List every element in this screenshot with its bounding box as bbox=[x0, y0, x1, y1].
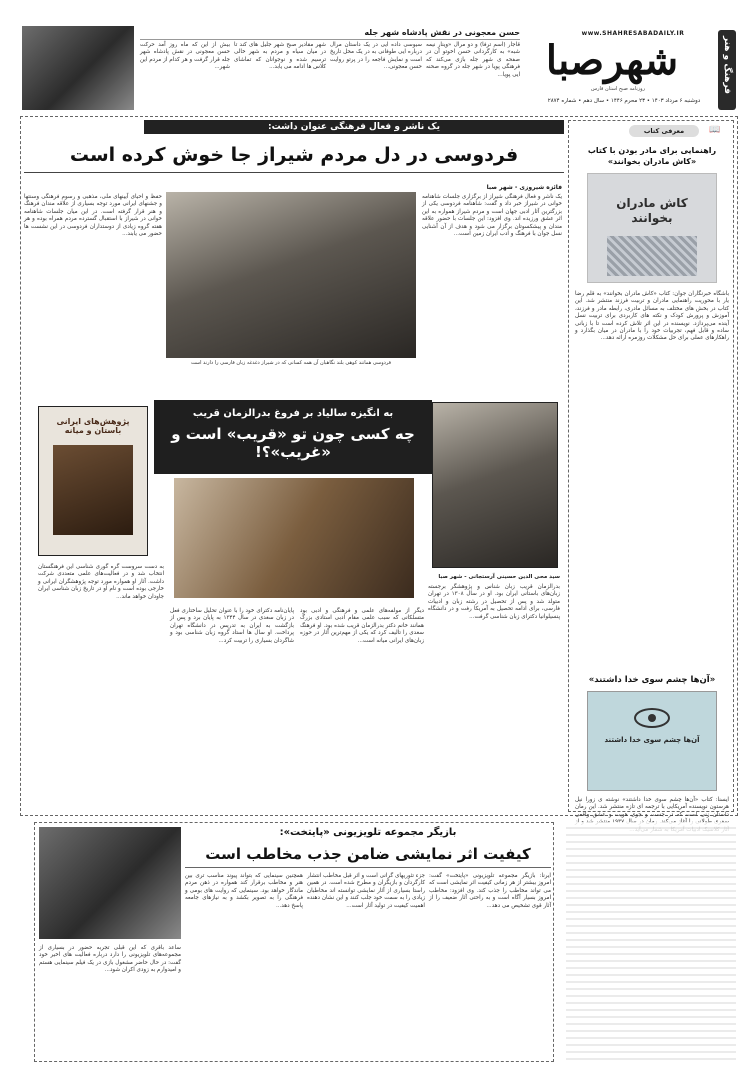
feature-headline-main: چه کسی چون تو «قریب» است و «غریب»؟! bbox=[171, 425, 415, 461]
teaser-title: حسن معجونی در نقش پادشاه شهر جله bbox=[140, 28, 520, 40]
main-caption: فردوسی همانند کوهی بلند نگاهبان آن همه کسانی که در شیراز دغدغه زبان فارسی را دارند است bbox=[190, 360, 392, 366]
book1-cover-art bbox=[607, 236, 697, 276]
horse-statue-icon bbox=[53, 445, 133, 535]
bottom-rule bbox=[185, 867, 551, 868]
book1-cover-title: کاش مادران بخوانند bbox=[616, 196, 688, 225]
section-label: فرهنگ و هنر bbox=[722, 36, 732, 94]
teaser-col-1: قاجار (اسم ترفا) و دو مرال «وینار نیمه شبه» به کارگردانی حسن اخوتو آن در صفحه ی شهر جله بازی می‌کند که فرهنگی پویا در شهر جله در گروه صحنه ایی پویا... bbox=[426, 42, 520, 78]
main-byline: فائزه شیروزی - شهر صبا bbox=[486, 184, 562, 191]
section-tab bbox=[718, 30, 736, 110]
book2-cover-title: آن‌ها چشم سوی خدا داشتند bbox=[604, 736, 700, 744]
bottom-photo bbox=[39, 827, 181, 939]
sidebar-label: معرفی کتاب bbox=[629, 125, 699, 137]
bottom-story bbox=[34, 822, 554, 1062]
book-cover bbox=[38, 406, 148, 556]
book1-title: راهنمایی برای مادر بودن با کتاب «کاش مادران بخوانند» bbox=[587, 146, 717, 166]
feature-body-2: دیگر از مولفه‌های علمی و فرهنگی و ادبی بود متسلکانی که سبب علمی مقام ادبی استادی بزرگ همانند خانم دکتر بدرالزمان قریب شده بود. او فرهنگ سغدی را تالیف کرد که یکی از مهم‌ترین آثار در حوزه زبان‌های ایرانی میانه است... bbox=[300, 608, 424, 644]
teaser-col-3: شهر مقادیر صبح شهر جلیل های کند تا در میان سیاه و مردم به شهر خالی ترسیم شده و نوجوانان که تماشای کلاس ها ادامه می یابد... bbox=[234, 42, 326, 71]
feature-headline-box bbox=[154, 400, 432, 474]
book1-cover bbox=[587, 173, 717, 283]
feature-caption: سید محی الدین حسینی آرستجانی - شهر صبا bbox=[438, 574, 560, 580]
book-icon: 📖 bbox=[709, 125, 721, 135]
eye-icon bbox=[634, 708, 670, 728]
bottom-body-3: همچنین سینمایی که بتواند پیوند مناسب تری بین هنر و مخاطب برقرار کند همواره در ذهن مردم ماندگار خواهد بود. سینمایی که روایت های بومی و فرهنگی را به تصویر بکشد و به نیازهای جامعه پاسخ دهد... bbox=[185, 873, 303, 909]
top-teaser bbox=[22, 26, 522, 110]
sidebar bbox=[568, 120, 734, 818]
bottom-body-1: ایرنا: بازیگر مجموعه تلویزیونی «پایتخت» گفت: امروز بیشتر از هر زمانی کیفیت اثر نمایشی است که می تواند مخاطب را جذب کند. وی افزود: مخاطب امروز بسیار آگاه است و به راحتی آثار ضعیف را از آثار قوی تشخیص می دهد... bbox=[429, 873, 551, 909]
logo: شهرصبا bbox=[545, 37, 679, 84]
main-body-1: یک ناشر و فعال فرهنگی شیراز از برگزاری جلسات شاهنامه خوانی در شیراز خبر داد و گفت: شاهنامه فردوسی یکی از بزرگترین آثار ادبی جهان است و مردم شیراز همواره به این اثر عشق ورزیده اند. وی افزود: این جلسات با حضور علاقه مندان و پیشکسوتان برگزار می شود و هدف از آن آشنایی نسل جوان با فرهنگ و ادب ایران زمین است... bbox=[422, 194, 562, 238]
bottom-body-4: ساعد باقری که این قبلی تجربه حضور در بسیاری از مجموعه‌های تلویزیونی را دارد درباره فعالیت های اخیر خود گفت: در حال حاضر مشغول بازی در یک فیلم سینمایی هستم و امیدوارم به زودی اکران شود... bbox=[39, 945, 181, 974]
main-headline: فردوسی در دل مردم شیراز جا خوش کرده است bbox=[69, 144, 519, 166]
feature-body-1: بدرالزمان قریب زبان شناس و پژوهشگر برجسته زبان‌های باستانی ایران بود. او در سال ۱۳۰۸ در تهران متولد شد و پس از تحصیل در رشته زبان و ادبیات فارسی، برای ادامه تحصیل به آمریکا رفت و در دانشگاه پنسیلوانیا دکترای زبان شناسی گرفت... bbox=[428, 584, 560, 620]
feature-portrait bbox=[432, 402, 558, 568]
teaser-col-4: بیش از این که ماه روز آمد حرکت حسن معجونی در نقش پادشاه شهر جله قرار گرفت و هر کدام از مردم این شهر... bbox=[140, 42, 230, 71]
main-body-2: حفظ و احیای آیینهای ملی، مذهبی و رسوم فرهنگی وسنتها و جشنهای ایرانی مورد توجه بسیاری از علاقه مندان فرهنگ و هنر قرار گرفته است. در این میان جلسات شاهنامه خوانی در شیراز با استقبال گسترده مردم همراه بوده و هر هفته گروه زیادی از دوستداران فردوسی در این نشست ها حضور می یابند... bbox=[24, 194, 162, 238]
bottom-kicker: بازیگر مجموعه تلویزیونی «پایتخت»: bbox=[279, 827, 457, 838]
feature-headline-top: به انگیزه سالیاد بر فروغ بدرالزمان قریب bbox=[192, 408, 394, 419]
right-bottom-column bbox=[566, 822, 736, 1062]
website-url: www.SHAHRESABADAILY.IR bbox=[581, 30, 685, 37]
main-kicker: یک ناشر و فعال فرهنگی عنوان داشت: bbox=[267, 122, 440, 132]
bottom-body-2: جزء تئوریهای گرانی است و اثر قبل مخاطب انتشار کارگردان و بازیگران و مطرح شده است. در همین راستا بسیاری از آثار نمایشی توانسته اند مخاطبان زیادی را به سمت خود جلب کنند و این نشان دهنده اهمیت کیفیت در تولید آثار است... bbox=[307, 873, 425, 909]
dateline: دوشنبه ۶ مرداد ۱۴۰۳ • ۲۳ محرم ۱۴۴۶ • سال دهم • شماره ۲۸۷۴ bbox=[547, 98, 701, 104]
book-cover-title: پژوهش‌های ایرانی باستان و میانه bbox=[56, 417, 130, 435]
book1-body: باشگاه خبرنگاران جوان: کتاب «کاش مادران بخوانند» به قلم رضا یار با محوریت راهنمایی مادران و تربیت فرزند منتشر شد. این کتاب در بخش های مختلف به مسائل مادری، رابطه مادر و فرزند، آموزش و پرورش کودک و نکته های کاربردی برای تربیت نسل آینده می‌پردازد. نویسنده در این اثر تلاش کرده است تا با زبانی ساده و قابل فهم، تجربیات خود را با مادران در میان بگذارد و راهکارهای عملی برای حل مشکلات روزمره ارائه دهد... bbox=[575, 291, 729, 342]
feature-body-4: به دست سروست گره گوری شناسی این فرهنگستان انتخاب شد و در فعالیت‌های علمی متعددی شرکت داشت. آثار او همواره مورد توجه پژوهشگران ایرانی و خارجی بوده است و نام او در تاریخ زبان شناسی ایران جاودان خواهد ماند... bbox=[38, 564, 164, 600]
book2-cover bbox=[587, 691, 717, 791]
book2-body: ایسنا: کتاب «آن‌ها چشم سوی خدا داشتند» نوشته ی زورا نیل هرستون نویسنده آمریکایی با ترجمه ای تازه منتشر شد. این رمان داستان زنی است که در جست و جوی هویت و عشق واقعی bbox=[575, 797, 729, 818]
tagline: روزنامه صبح استان فارس bbox=[591, 86, 645, 92]
teaser-col-2: سیوسی داده ایی در یک داستان مرال درباره ایی طوفانی به در یک محل تاریخ است و نمایش فاجعه را در پرتو روایت حسن معجونی... bbox=[330, 42, 422, 71]
bottom-headline: کیفیت اثر نمایشی ضامن جذب مخاطب است bbox=[205, 845, 531, 863]
masthead bbox=[533, 30, 725, 110]
main-story bbox=[24, 120, 564, 390]
feature-photo-ceremony bbox=[174, 478, 414, 598]
main-photo bbox=[166, 192, 416, 358]
book2-title: «آن‌ها چشم سوی خدا داشتند» bbox=[588, 675, 716, 685]
teaser-photo bbox=[22, 26, 134, 110]
main-rule bbox=[24, 172, 564, 173]
feature-body-3: پایان‌نامه دکترای خود را با عنوان تحلیل ساختاری فعل در زبان سغدی در سال ۱۳۴۴ به پایان برد و پس از بازگشت به ایران به تدریس در دانشگاه تهران پرداخت. او سال ها استاد گروه زبان شناسی بود و شاگردان بسیاری را تربیت کرد... bbox=[170, 608, 294, 644]
feature bbox=[24, 398, 564, 808]
